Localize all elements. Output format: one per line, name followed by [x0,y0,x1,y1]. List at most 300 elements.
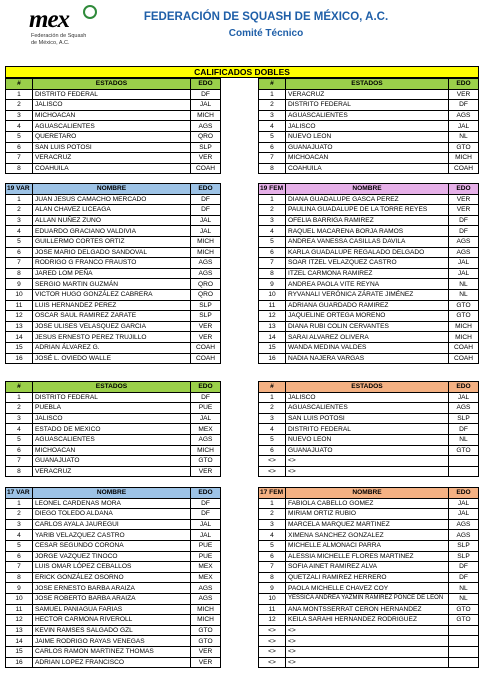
table-row [6,413,221,424]
cell-number: 6 [6,445,33,456]
cell-name: GUANAJUATO [33,456,191,467]
cell-state: VER [191,153,221,164]
cell-state: VER [191,466,221,477]
cell-name: <> [286,646,449,657]
table-row [6,342,221,353]
cell-number: 16 [259,353,286,364]
table-row [259,540,479,551]
cell-state: GTO [191,636,221,647]
cell-name: DISTRITO FEDERAL [33,89,191,100]
cell-number: 3 [6,215,33,226]
cell-number: 6 [259,445,286,456]
cell-name: MICHOACAN [33,445,191,456]
column-header-number: # [259,79,286,90]
cell-state: AGS [191,121,221,132]
cell-number: 8 [259,163,286,174]
cell-number: 5 [259,540,286,551]
cell-number: 14 [6,636,33,647]
cell-state: GTO [191,456,221,467]
cell-name: CESAR SEGUNDO CORONA [33,540,191,551]
cell-name: SAN LUIS POTOSI [33,142,191,153]
cell-state: NL [449,434,479,445]
cell-state: MICH [449,332,479,343]
cell-name: OSCAR SAUL RAMIREZ ZARATE [33,311,191,322]
table-row [6,289,221,300]
cell-number: <> [259,625,286,636]
cell-state: JAL [449,498,479,509]
table-row [259,434,479,445]
cell-name: RODRIGO G FRANCO FRAUSTO [33,258,191,269]
table-row [259,215,479,226]
table-row [6,311,221,322]
cell-name: PAULINA GUADALUPE DE LA TORRE REYES [286,205,449,216]
fmsquash-logo [27,7,107,59]
table-row [6,593,221,604]
cell-state: JAL [191,100,221,111]
cell-number: 2 [259,509,286,520]
var17-table [5,487,221,668]
table-row [259,498,479,509]
table-row [259,519,479,530]
cell-state: MICH [191,445,221,456]
cell-name: RAQUEL MACARENA BORJA RAMOS [286,226,449,237]
table-row [6,205,221,216]
cell-number: 11 [259,604,286,615]
cell-name: JOSE ROBERTO BARBA ARAIZA [33,593,191,604]
states-table [258,381,479,477]
cell-name: VICTOR HUGO GONZÁLEZ CABRERA [33,289,191,300]
cell-name: KEVIN RAMSES SALGADO GZL [33,625,191,636]
cell-state: AGS [449,247,479,258]
cell-name: NUEVO LEON [286,434,449,445]
cell-number: 2 [6,509,33,520]
cell-name: JOSE MARIO DELGADO SANDOVAL [33,247,191,258]
states-table-left-1 [5,78,221,174]
cell-name: QUERETARO [33,131,191,142]
table-row [6,540,221,551]
cell-number: 7 [259,562,286,573]
cell-state: PUE [191,403,221,414]
table-row [259,562,479,573]
cell-number: 12 [259,311,286,322]
players-table [5,183,221,364]
cell-number: 16 [6,353,33,364]
cell-number: 4 [6,530,33,541]
cell-state: DF [449,572,479,583]
table-row [6,332,221,343]
players-table [258,183,479,364]
cell-number: <> [259,466,286,477]
cell-state: VER [449,194,479,205]
cell-state: GTO [449,300,479,311]
table-row [6,226,221,237]
table-row [6,89,221,100]
cell-number: 9 [6,583,33,594]
cell-state [449,636,479,647]
table-row [6,466,221,477]
cell-state: COAH [191,353,221,364]
cell-number: 7 [259,153,286,164]
table-row [259,236,479,247]
table-row [6,519,221,530]
cell-name: <> [286,456,449,467]
cell-state: MEX [191,562,221,573]
column-header-name: ESTADOS [33,79,191,90]
states-table [5,381,221,477]
cell-name: RYVANALI VERÓNICA ZÁRATE JIMÉNEZ [286,289,449,300]
table-row [259,131,479,142]
cell-name: GUILLERMO CORTES ORTIZ [33,236,191,247]
players-table [5,487,221,668]
cell-number: 11 [259,300,286,311]
logo-wordmark: mex [29,6,70,33]
table-header-row [6,382,221,393]
cell-state: JAL [449,258,479,269]
cell-name: LEONEL CARDENAS MORA [33,498,191,509]
cell-number: 6 [6,247,33,258]
cell-number: 9 [259,583,286,594]
cell-number: 13 [259,321,286,332]
cell-state: DF [191,509,221,520]
cell-state: AGS [191,593,221,604]
cell-name: VERACRUZ [286,89,449,100]
cell-name: JOSE ULISES VELASQUEZ GARCIA [33,321,191,332]
table-row [259,551,479,562]
column-header-state: EDO [449,184,479,195]
table-row [6,215,221,226]
cell-state: GTO [449,604,479,615]
column-header-number: 17 VAR [6,488,33,499]
cell-name: SAN LUIS POTOSI [286,413,449,424]
table-row [259,205,479,216]
cell-number: 15 [6,646,33,657]
table-row [6,100,221,111]
cell-state: JAL [449,268,479,279]
cell-state: JAL [191,215,221,226]
cell-name: DISTRITO FEDERAL [286,424,449,435]
table-row [6,604,221,615]
cell-name: <> [286,625,449,636]
table-row [259,657,479,668]
cell-number: 10 [259,593,286,604]
cell-name: NUEVO LEON [286,131,449,142]
cell-state: AGS [449,530,479,541]
table-row [6,353,221,364]
cell-name: AGUASCALIENTES [33,121,191,132]
table-row [6,300,221,311]
cell-state [449,657,479,668]
table-row [259,289,479,300]
cell-number: 8 [6,268,33,279]
cell-state: DF [191,194,221,205]
cell-name: JORGE VAZQUEZ TINOCO [33,551,191,562]
table-row [259,636,479,647]
cell-name: AGUASCALIENTES [33,434,191,445]
table-row [6,636,221,647]
cell-number: 6 [6,142,33,153]
cell-name: JOSÉ L. OVIEDO WALLE [33,353,191,364]
cell-number: 9 [6,279,33,290]
cell-name: PAOLA MICHELLE CHAVEZ COY [286,583,449,594]
cell-name: ANA MONTSSERRAT CERON HERNANDEZ [286,604,449,615]
table-row [259,509,479,520]
cell-name: YARIB VELAZQUEZ CASTRO [33,530,191,541]
table-row [6,615,221,626]
cell-number: 4 [6,226,33,237]
table-row [259,625,479,636]
cell-number: 5 [6,236,33,247]
cell-state: DF [449,424,479,435]
cell-number: 5 [259,131,286,142]
cell-number: 11 [6,300,33,311]
cell-state: SLP [449,413,479,424]
cell-name: JARED LOM PEÑA [33,268,191,279]
table-row [259,279,479,290]
table-row [6,194,221,205]
table-row [259,342,479,353]
cell-name: JESUS ERNESTO PEREZ TRUJILLO [33,332,191,343]
cell-state: DF [449,562,479,573]
cell-state: MICH [191,615,221,626]
cell-state: JAL [191,226,221,237]
cell-name: FABIOLA CABELLO GOMEZ [286,498,449,509]
cell-number: 4 [6,424,33,435]
cell-state: SLP [449,540,479,551]
organization-title: FEDERACIÓN DE SQUASH DE MÉXICO, A.C. [143,11,389,23]
states-table-right-2 [258,381,479,477]
table-row [6,583,221,594]
cell-number: 10 [6,593,33,604]
cell-name: COAHUILA [33,163,191,174]
table-header-row [259,79,479,90]
cell-state: AGS [191,434,221,445]
column-header-number: 17 FEM [259,488,286,499]
cell-number: 14 [259,332,286,343]
cell-name: JAQUELINE ORTEGA MORENO [286,311,449,322]
cell-number: 1 [259,392,286,403]
cell-name: OFELIA BARRIGA RAMIREZ [286,215,449,226]
organization-subtitle: Comité Técnico [228,28,304,39]
cell-number: 11 [6,604,33,615]
cell-state: MEX [191,424,221,435]
states-table-right-1 [258,78,479,174]
column-header-number: # [6,79,33,90]
cell-state: DF [191,89,221,100]
cell-name: SOFIA AINET RAMIREZ ALVA [286,562,449,573]
cell-name: AGUASCALIENTES [286,110,449,121]
column-header-number: 19 FEM [259,184,286,195]
cell-name: MICHELLE ALMONACI PARRA [286,540,449,551]
table-row [6,434,221,445]
cell-name: DIEGO TOLEDO ALDANA [33,509,191,520]
column-header-name: ESTADOS [33,382,191,393]
cell-number: 5 [6,434,33,445]
cell-number: 1 [6,89,33,100]
cell-name: DISTRITO FEDERAL [286,100,449,111]
logo-subtext [31,33,86,46]
table-row [6,530,221,541]
cell-state: NL [449,593,479,604]
column-header-name: ESTADOS [286,382,449,393]
cell-state: VER [191,646,221,657]
cell-state: PUE [191,551,221,562]
table-row [259,604,479,615]
table-row [259,110,479,121]
table-row [259,646,479,657]
table-header-row [259,382,479,393]
cell-number: 3 [6,413,33,424]
cell-state: DF [191,392,221,403]
table-header-row [259,488,479,499]
cell-number: 1 [259,194,286,205]
cell-state: COAH [449,353,479,364]
logo-subtext-line-1: Federación de Squash [31,33,87,39]
cell-state: AGS [191,268,221,279]
cell-name: MICHOACAN [33,110,191,121]
table-row [259,424,479,435]
cell-state: NL [449,131,479,142]
logo-subtext-line-2: de México, A.C. [31,39,70,46]
cell-state: SLP [449,551,479,562]
cell-state: QRO [191,289,221,300]
table-row [6,236,221,247]
var19-table [5,183,221,364]
cell-name: VERACRUZ [33,466,191,477]
cell-state: DF [191,498,221,509]
cell-name: AGUASCALIENTES [286,403,449,414]
column-header-state: EDO [191,382,221,393]
cell-number: 2 [259,403,286,414]
cell-state [449,456,479,467]
table-row [6,153,221,164]
cell-number: 7 [259,258,286,269]
cell-state: MICH [191,110,221,121]
cell-name: QUETZALI RAMIREZ HERRERO [286,572,449,583]
cell-number: 5 [6,540,33,551]
cell-state: DF [449,100,479,111]
cell-state: GTO [449,311,479,322]
cell-state: PUE [191,540,221,551]
cell-state: SLP [191,300,221,311]
cell-number: 16 [6,657,33,668]
cell-number: 3 [259,110,286,121]
cell-name: ADRIAN LOPEZ FRANCISCO [33,657,191,668]
cell-number: 3 [6,110,33,121]
cell-name: ANDREA VANESSA CASILLAS DAVILA [286,236,449,247]
column-header-state: EDO [449,382,479,393]
cell-state: VER [449,205,479,216]
cell-state: MEX [191,572,221,583]
cell-name: MIRIAM ORTIZ RUBIO [286,509,449,520]
cell-state: GTO [449,445,479,456]
cell-number: 2 [259,205,286,216]
cell-name: HECTOR CARMONA RIVEROLL [33,615,191,626]
table-row [259,153,479,164]
cell-number: 8 [259,572,286,583]
cell-number: 2 [6,205,33,216]
cell-name: ALESSIA MICHELLE FLORES MARTINEZ [286,551,449,562]
table-row [6,424,221,435]
table-row [259,530,479,541]
cell-state: COAH [191,342,221,353]
cell-number: 2 [6,403,33,414]
cell-state: NL [449,279,479,290]
cell-number: 7 [6,456,33,467]
cell-name: JALISCO [286,121,449,132]
table-row [259,445,479,456]
table-row [259,300,479,311]
cell-number: <> [259,456,286,467]
cell-name: JALISCO [286,392,449,403]
cell-number: 10 [6,289,33,300]
cell-name: NADIA NAJERA VARGAS [286,353,449,364]
cell-number: 15 [6,342,33,353]
cell-number: 8 [6,572,33,583]
cell-number: 6 [259,551,286,562]
table-row [6,657,221,668]
table-row [6,268,221,279]
cell-number: 7 [6,153,33,164]
cell-number: 3 [259,215,286,226]
cell-name: SERGIO MARTIN GUZMÁN [33,279,191,290]
cell-name: JAIME RODRIGO RAYAS VENEGAS [33,636,191,647]
column-header-name: NOMBRE [286,488,449,499]
column-header-number: 19 VAR [6,184,33,195]
cell-state: QRO [191,279,221,290]
cell-name: JALISCO [33,100,191,111]
cell-name: LUIS HERNANDEZ PEREZ [33,300,191,311]
table-row [6,247,221,258]
cell-name: ADRIANA GUARDADO RAMIREZ [286,300,449,311]
table-row [6,131,221,142]
cell-number: 15 [259,342,286,353]
cell-number: 1 [6,194,33,205]
column-header-name: ESTADOS [286,79,449,90]
table-row [6,445,221,456]
cell-state: AGS [191,583,221,594]
page-header [0,0,480,62]
cell-number: 12 [6,615,33,626]
table-row [6,321,221,332]
table-row [6,142,221,153]
cell-state [449,646,479,657]
cell-state: SLP [191,142,221,153]
table-row [259,403,479,414]
table-row [6,551,221,562]
squash-ball-icon [83,5,97,19]
cell-name: KARLA GUADALUPE REGALADO DELGADO [286,247,449,258]
table-row [259,332,479,343]
table-row [259,100,479,111]
table-header-row [6,488,221,499]
table-row [259,456,479,467]
cell-name: ANDREA PAOLA VITE REYNA [286,279,449,290]
cell-state: JAL [449,392,479,403]
cell-state: JAL [191,413,221,424]
cell-name: XIMENA SANCHEZ GONZALEZ [286,530,449,541]
table-row [6,625,221,636]
cell-number: 4 [259,424,286,435]
table-row [6,403,221,414]
cell-number: 1 [259,498,286,509]
cell-name: EDUARDO GRACIANO VALDIVIA [33,226,191,237]
cell-state: SLP [191,311,221,322]
cell-number: 5 [259,434,286,445]
cell-name: CARLOS RAMON MARTINEZ THOMAS [33,646,191,657]
cell-number: 1 [259,89,286,100]
cell-number: 6 [259,247,286,258]
cell-number: 3 [6,519,33,530]
